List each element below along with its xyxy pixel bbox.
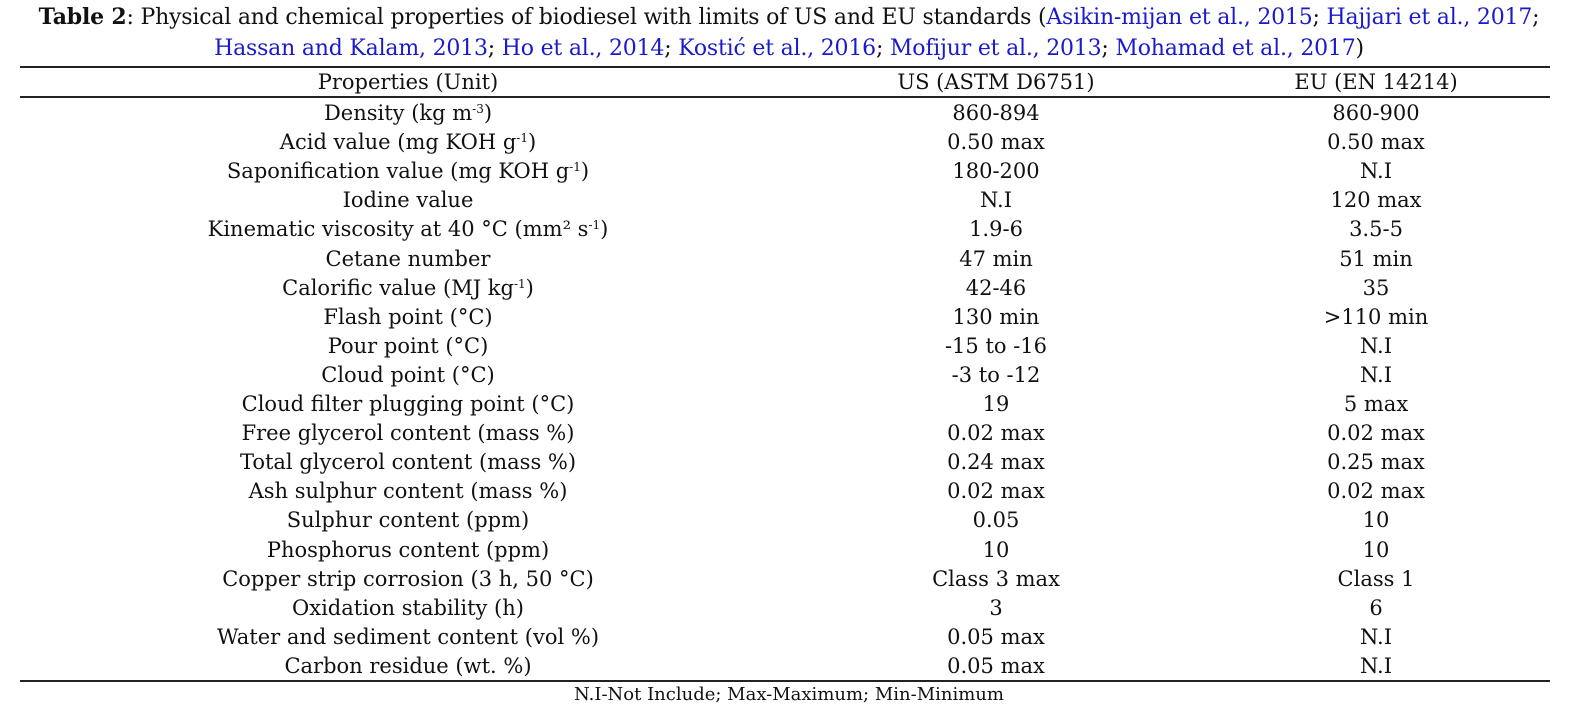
property-name: Pour point (°C) bbox=[327, 333, 489, 358]
property-name: Phosphorus content (ppm) bbox=[266, 537, 550, 562]
cell-property bbox=[343, 186, 474, 215]
citation-separator: ; bbox=[1101, 36, 1116, 61]
unit-exponent: -1 bbox=[513, 276, 526, 291]
cell-property bbox=[326, 245, 491, 274]
cell-property bbox=[292, 594, 524, 623]
cell-us-limit: -15 to -16 bbox=[944, 333, 1048, 358]
table-row bbox=[0, 419, 1578, 448]
table-row bbox=[0, 215, 1578, 244]
table-row bbox=[0, 186, 1578, 215]
cell-property bbox=[324, 99, 492, 128]
header-rule bbox=[20, 96, 1550, 98]
property-tail: ) bbox=[483, 101, 493, 125]
citation-link[interactable]: Mofijur et al., 2013 bbox=[889, 36, 1102, 61]
cell-us-limit: 0.02 max bbox=[947, 479, 1045, 504]
cell-eu-limit: 51 min bbox=[1339, 246, 1413, 271]
unit-exponent: -1 bbox=[588, 218, 601, 233]
cell-us-limit: 10 bbox=[982, 537, 1010, 562]
cell-eu-limit: 860-900 bbox=[1332, 101, 1420, 125]
cell-us-limit: 180-200 bbox=[952, 159, 1040, 184]
cell-us-limit: Class 3 max bbox=[932, 566, 1060, 591]
cell-us-limit: 0.02 max bbox=[947, 421, 1045, 446]
cell-eu-limit: N.I bbox=[1359, 159, 1393, 184]
cell-property bbox=[287, 506, 529, 535]
table-row bbox=[0, 536, 1578, 565]
cell-eu-limit: 3.5-5 bbox=[1349, 217, 1403, 242]
cell-property bbox=[208, 215, 609, 244]
cell-eu-limit: 6 bbox=[1369, 595, 1383, 620]
cell-property bbox=[249, 477, 568, 506]
table-caption bbox=[0, 2, 1578, 64]
cell-eu-limit: 10 bbox=[1362, 537, 1390, 562]
cell-eu-limit: 35 bbox=[1362, 275, 1390, 300]
property-name: Carbon residue (wt. %) bbox=[284, 653, 532, 678]
cell-property bbox=[222, 565, 594, 594]
cell-property bbox=[242, 390, 575, 419]
cell-us-limit: 0.05 max bbox=[947, 624, 1045, 649]
citation-separator: ) bbox=[1355, 36, 1364, 61]
cell-us-limit: 42-46 bbox=[965, 275, 1027, 300]
table-row bbox=[0, 303, 1578, 332]
cell-property bbox=[280, 128, 536, 157]
table-row bbox=[0, 245, 1578, 274]
table-row bbox=[0, 332, 1578, 361]
cell-eu-limit: 0.02 max bbox=[1327, 421, 1425, 446]
cell-eu-limit: 0.50 max bbox=[1327, 130, 1425, 155]
property-tail: ) bbox=[525, 275, 534, 300]
cell-us-limit: 130 min bbox=[952, 304, 1040, 329]
property-name: Copper strip corrosion (3 h, 50 °C) bbox=[222, 566, 594, 591]
cell-property bbox=[323, 303, 492, 332]
cell-eu-limit: Class 1 bbox=[1337, 566, 1415, 591]
property-tail: ) bbox=[580, 159, 590, 184]
cell-property bbox=[242, 419, 575, 448]
cell-us-limit: 47 min bbox=[959, 246, 1033, 271]
table-header-row bbox=[0, 68, 1578, 97]
cell-eu-limit: 5 max bbox=[1343, 392, 1409, 416]
table-footnote: N.I-Not Include; Max-Maximum; Min-Minimum bbox=[574, 684, 1004, 705]
cell-property bbox=[284, 652, 531, 681]
property-name: Acid value (mg KOH g bbox=[279, 130, 517, 155]
table-row bbox=[0, 448, 1578, 477]
citation-link[interactable]: Hassan and Kalam, 2013 bbox=[214, 36, 488, 61]
table-row bbox=[0, 477, 1578, 506]
table-row bbox=[0, 274, 1578, 303]
citation-link[interactable]: Asikin-mijan et al., 2015 bbox=[1046, 5, 1313, 30]
header-us-standard: US (ASTM D6751) bbox=[897, 70, 1095, 94]
header-eu-standard: EU (EN 14214) bbox=[1294, 70, 1458, 94]
table-row bbox=[0, 128, 1578, 157]
cell-us-limit: N.I bbox=[979, 188, 1013, 213]
caption-text: : Physical and chemical properties of biodiesel with limits of US and EU standards ( bbox=[126, 5, 1047, 30]
cell-eu-limit: >110 min bbox=[1323, 304, 1429, 329]
citation-link[interactable]: Mohamad et al., 2017 bbox=[1115, 36, 1356, 61]
citation-separator: ; bbox=[1532, 5, 1540, 30]
citation-separator: ; bbox=[875, 36, 890, 61]
property-name: Iodine value bbox=[342, 188, 474, 213]
cell-property bbox=[328, 332, 489, 361]
cell-eu-limit: N.I bbox=[1359, 653, 1393, 678]
citation-link[interactable]: Hajjari et al., 2017 bbox=[1326, 5, 1533, 30]
citation-separator: ; bbox=[664, 36, 679, 61]
cell-us-limit: 19 bbox=[982, 392, 1010, 416]
unit-exponent: -1 bbox=[569, 160, 581, 175]
property-name: Water and sediment content (vol %) bbox=[216, 624, 600, 649]
property-name: Flash point (°C) bbox=[323, 304, 493, 329]
cell-us-limit: 0.05 max bbox=[947, 653, 1045, 678]
property-name: Sulphur content (ppm) bbox=[286, 508, 530, 533]
cell-property bbox=[282, 274, 534, 303]
table-row bbox=[0, 361, 1578, 390]
cell-eu-limit: 0.02 max bbox=[1327, 479, 1425, 504]
cell-us-limit: 0.05 bbox=[972, 508, 1020, 533]
property-name: Calorific value (MJ kg bbox=[282, 275, 514, 300]
cell-eu-limit: N.I bbox=[1359, 362, 1393, 387]
property-name: Cetane number bbox=[325, 246, 491, 271]
citation-separator: ; bbox=[1312, 5, 1327, 30]
property-name: Saponification value (mg KOH g bbox=[226, 159, 570, 184]
cell-eu-limit: 120 max bbox=[1330, 188, 1422, 213]
cell-us-limit: 1.9-6 bbox=[969, 217, 1023, 242]
property-name: Kinematic viscosity at 40 °C (mm² s bbox=[207, 217, 589, 242]
cell-eu-limit: N.I bbox=[1359, 624, 1393, 649]
cell-eu-limit: 0.25 max bbox=[1327, 450, 1425, 475]
property-name: Cloud filter plugging point (°C) bbox=[241, 392, 575, 416]
header-properties: Properties (Unit) bbox=[317, 70, 499, 94]
property-name: Density (kg m bbox=[323, 101, 473, 125]
table-row bbox=[0, 565, 1578, 594]
property-name: Cloud point (°C) bbox=[321, 362, 495, 387]
table-row bbox=[0, 623, 1578, 652]
cell-us-limit: -3 to -12 bbox=[951, 362, 1041, 387]
table-row bbox=[0, 157, 1578, 186]
property-name: Free glycerol content (mass %) bbox=[241, 421, 575, 446]
cell-us-limit: 0.24 max bbox=[947, 450, 1045, 475]
table-row bbox=[0, 594, 1578, 623]
table-row bbox=[0, 652, 1578, 681]
property-tail: ) bbox=[528, 130, 537, 155]
cell-property bbox=[240, 448, 576, 477]
property-name: Ash sulphur content (mass %) bbox=[248, 479, 568, 504]
unit-exponent: -3 bbox=[472, 102, 484, 116]
cell-property bbox=[321, 361, 494, 390]
citation-link[interactable]: Kostić et al., 2016 bbox=[678, 36, 876, 61]
cell-property bbox=[217, 623, 599, 652]
property-name: Oxidation stability (h) bbox=[292, 595, 524, 620]
property-tail: ) bbox=[600, 217, 609, 242]
citation-separator: ; bbox=[487, 36, 502, 61]
cell-us-limit: 0.50 max bbox=[947, 130, 1045, 155]
cell-eu-limit: 10 bbox=[1362, 508, 1390, 533]
table-row bbox=[0, 99, 1578, 128]
cell-us-limit: 3 bbox=[989, 595, 1003, 620]
table-row bbox=[0, 390, 1578, 419]
caption-label: Table 2 bbox=[38, 4, 127, 30]
property-name: Total glycerol content (mass %) bbox=[239, 450, 577, 475]
cell-property bbox=[267, 536, 549, 565]
cell-us-limit: 860-894 bbox=[952, 101, 1040, 125]
table-row bbox=[0, 506, 1578, 535]
unit-exponent: -1 bbox=[516, 131, 528, 146]
cell-eu-limit: N.I bbox=[1359, 333, 1393, 358]
citation-link[interactable]: Ho et al., 2014 bbox=[501, 36, 665, 61]
cell-property bbox=[227, 157, 589, 186]
